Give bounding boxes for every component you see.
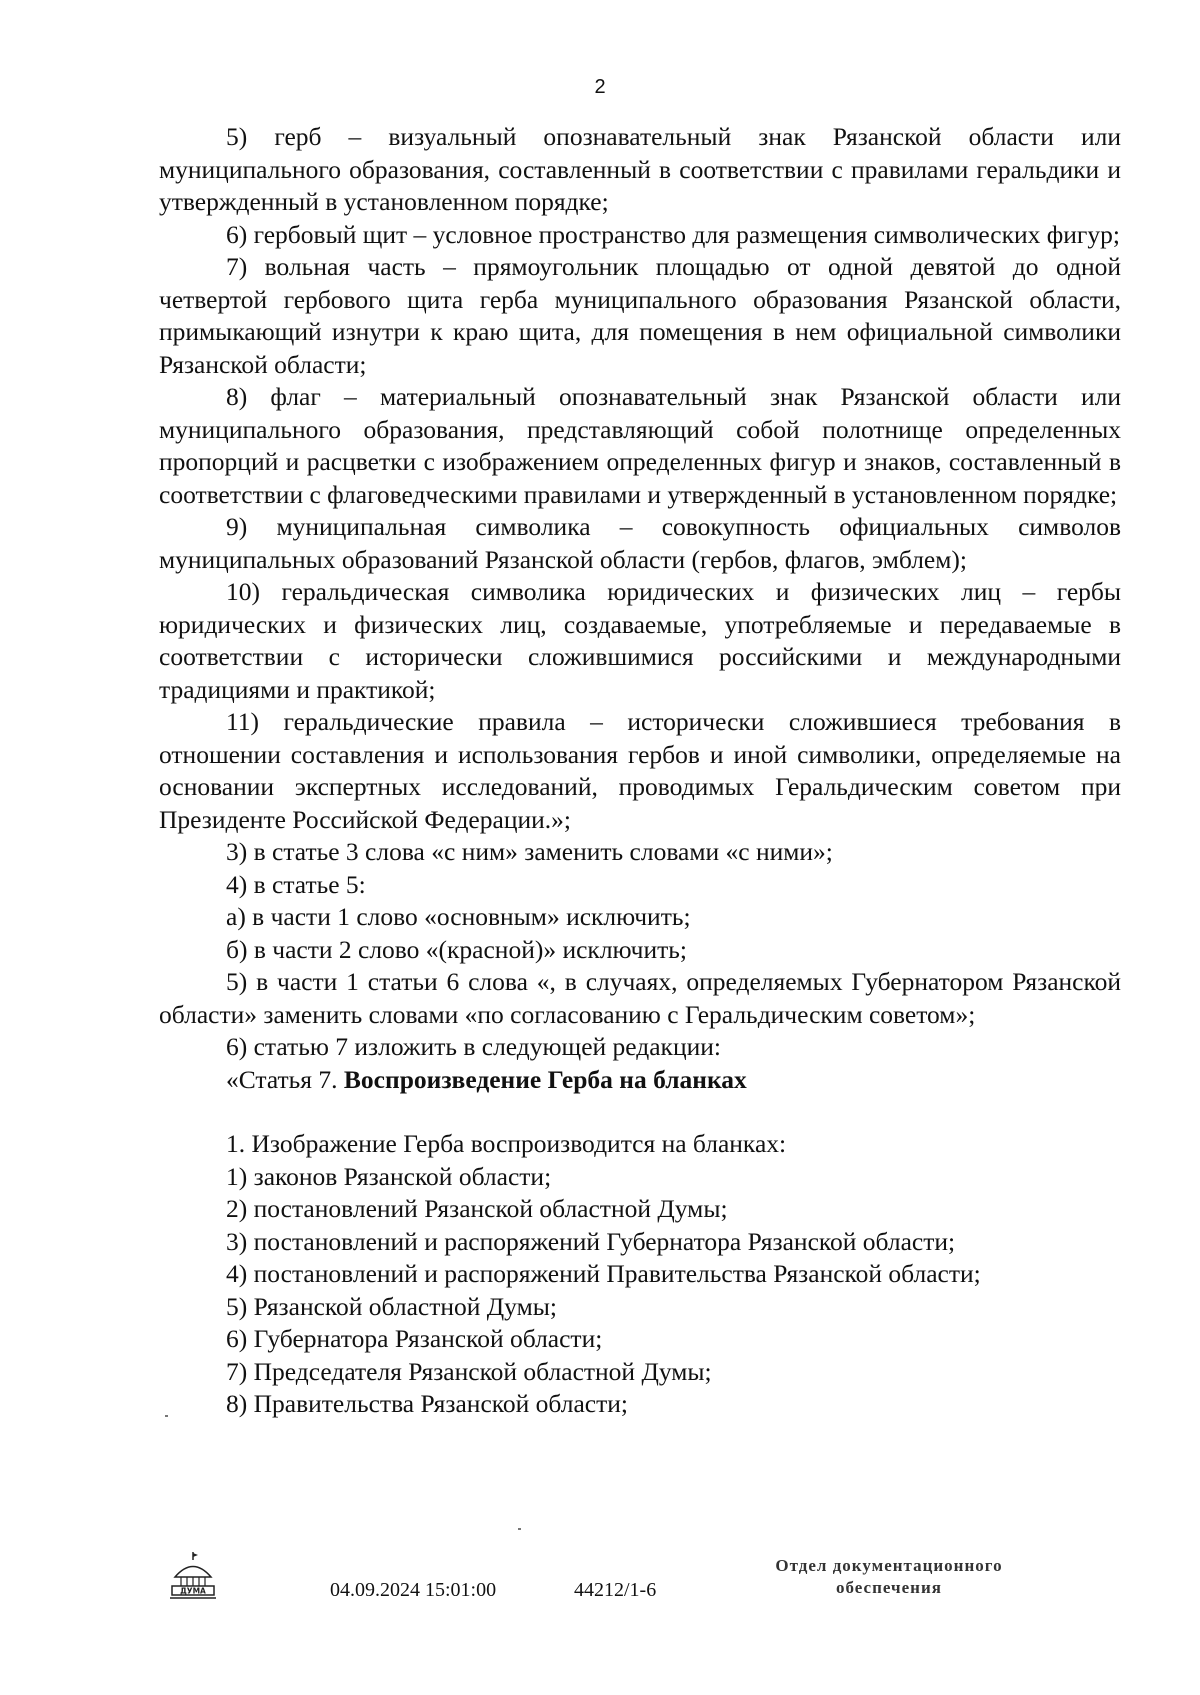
paragraph: а) в части 1 слово «основным» исключить;: [226, 902, 691, 931]
paragraph: 9) муниципальная символика – совокупность официальных символов муниципальных образований Рязанской области (гербов, флагов, эмблем);: [159, 512, 1121, 574]
article-item: 6) Губернатора Рязанской области;: [226, 1324, 603, 1353]
scan-speck: [518, 1528, 521, 1530]
paragraph: 6) гербовый щит – условное пространство для размещения символических фигур;: [226, 219, 1120, 249]
paragraph: 10) геральдическая символика юридических и физических лиц – гербы юридических и физических лиц, создаваемые, употребляемые и передаваемые в соответствии с исторически сложившимися российскими и международными традициями и практикой;: [159, 577, 1121, 704]
department-line: обеспечения: [836, 1578, 942, 1597]
department-line: Отдел документационного: [775, 1556, 1003, 1575]
paragraph: 8) флаг – материальный опознавательный знак Рязанской области или муниципального образования, представляющий собой полотнище определенных пропорций и расцветки с изображением определенных фигур и знаков, составленный в соответствии с флаговедческими правилами и утвержденный в установленном порядке;: [159, 382, 1121, 509]
article-item: 7) Председателя Рязанской областной Думы;: [226, 1356, 712, 1386]
paragraph: 6) статью 7 изложить в следующей редакции:: [226, 1032, 721, 1061]
article-item: 1) законов Рязанской области;: [226, 1161, 552, 1191]
article-item: 2) постановлений Рязанской областной Думы;: [226, 1194, 728, 1223]
paragraph: 11) геральдические правила – исторически сложившиеся требования в отношении составления и использования гербов и иной символики, определяемые на основании экспертных исследований, проводимых Геральдическим советом при Президенте Российской Федерации.»;: [159, 707, 1121, 834]
article-item: 1. Изображение Герба воспроизводится на бланках:: [226, 1129, 787, 1158]
article-heading: [159, 1064, 1121, 1097]
article-item: 8) Правительства Рязанской области;: [226, 1389, 628, 1418]
article-item: 4) постановлений и распоряжений Правительства Рязанской области;: [226, 1259, 981, 1288]
article-item: 3) постановлений и распоряжений Губернатора Рязанской области;: [226, 1226, 956, 1256]
registration-number: 44212/1-6: [574, 1579, 657, 1601]
page-number: 2: [594, 76, 606, 98]
paragraph: 5) в части 1 статьи 6 слова «, в случаях, определяемых Губернатором Рязанской области» заменить словами «по согласованию с Геральдическим советом»;: [159, 967, 1121, 1029]
article-heading-title: Воспроизведение Герба на бланках: [343, 1064, 747, 1094]
paragraph: 5) герб – визуальный опознавательный знак Рязанской области или муниципального образования, составленный в соответствии с правилами геральдики и утвержденный в установленном порядке;: [159, 122, 1121, 216]
paragraph: 7) вольная часть – прямоугольник площадью от одной девятой до одной четвертой гербового щита герба муниципального образования Рязанской области, примыкающий изнутри к краю щита, для помещения в нем официальной символики Рязанской области;: [159, 252, 1121, 379]
document-body: [159, 121, 1121, 1421]
paragraph: 3) в статье 3 слова «с ним» заменить словами «с ними»;: [226, 837, 833, 866]
article-heading-prefix: «Статья 7.: [226, 1064, 344, 1094]
document-date: 04.09.2024 15:01:00: [330, 1579, 497, 1601]
duma-logo-text: ДУМА: [180, 1586, 206, 1596]
department-stamp: [744, 1555, 1034, 1599]
paragraph: б) в части 2 слово «(красной)» исключить;: [226, 934, 687, 964]
duma-logo: [167, 1550, 219, 1600]
article-item: 5) Рязанской областной Думы;: [226, 1291, 557, 1321]
paragraph: 4) в статье 5:: [226, 869, 366, 899]
scan-speck: [165, 1415, 168, 1417]
